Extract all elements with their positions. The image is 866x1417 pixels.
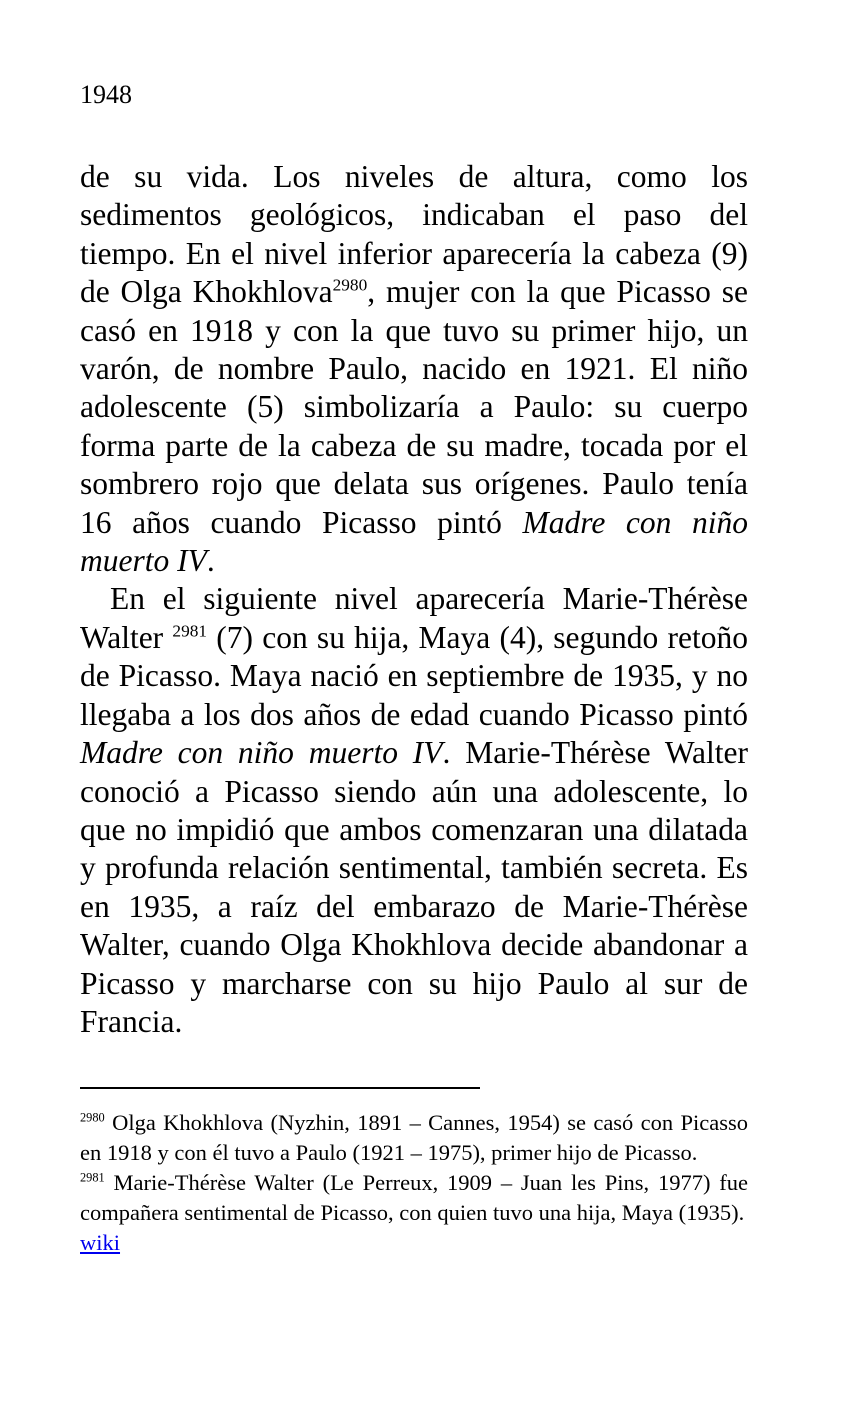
footnote-divider xyxy=(80,1087,480,1089)
footnote-number: 2981 xyxy=(80,1170,105,1185)
footnote-ref-2981: 2981 xyxy=(172,621,208,641)
footnote-2981 xyxy=(80,1168,748,1228)
paragraph-2-text-2: (7) con su hija, Maya (4), segundo retoño de Picasso. Maya nació en septiembre de 1935, y no llegaba a los dos años de edad cuando Picasso pintó xyxy=(80,619,748,732)
paragraph-1-text-3: . xyxy=(206,543,215,579)
footnote-text: Olga Khokhlova (Nyzhin, 1891 – Cannes, 1954) se casó con Picasso en 1918 y con él tuvo a Paulo (1921 – 1975), primer hijo de Picasso. xyxy=(80,1110,748,1165)
footnote-number: 2980 xyxy=(80,1110,105,1125)
artwork-title: Madre con niño muerto IV xyxy=(80,735,443,771)
body-text xyxy=(80,158,748,1041)
artwork-title: Madre con niño muerto IV xyxy=(80,504,748,579)
paragraph-1-text-2: , mujer con la que Picasso se casó en 1918 y con la que tuvo su primer hijo, un varón, de nombre Paulo, nacido en 1921. El niño adolescente (5) simbolizaría a Paulo: su cuerpo forma parte de la cabeza de su madre, tocada por el sombrero rojo que delata sus orígenes. Paulo tenía 16 años cuando Picasso pintó xyxy=(80,274,748,540)
wiki-link-line xyxy=(80,1228,748,1258)
page-number: 1948 xyxy=(80,80,132,109)
footnote-ref-2980: 2980 xyxy=(332,275,368,295)
paragraph-1 xyxy=(80,158,748,580)
paragraph-1-text-1: de su vida. Los niveles de altura, como los sedimentos geológicos, indicaban el paso del tiempo. En el nivel inferior aparecería la cabeza (9) de Olga Khokhlova xyxy=(80,159,748,310)
footnote-2980 xyxy=(80,1108,748,1168)
footnote-text: Marie-Thérèse Walter (Le Perreux, 1909 – Juan les Pins, 1977) fue compañera sentimental de Picasso, con quien tuvo una hija, Maya (1935). xyxy=(80,1170,748,1225)
paragraph-2 xyxy=(80,580,748,1041)
wiki-link[interactable]: wiki xyxy=(80,1230,121,1255)
footnotes xyxy=(80,1108,748,1258)
paragraph-2-text-3: . Marie-Thérèse Walter conoció a Picasso siendo aún una adolescente, lo que no impidió que ambos comenzaran una dilatada y profunda relación sentimental, también secreta. Es en 1935, a raíz del embarazo de Marie-Thérèse Walter, cuando Olga Khokhlova decide abandonar a Picasso y marcharse con su hijo Paulo al sur de Francia. xyxy=(80,735,748,1039)
paragraph-2-text-1: En el siguiente nivel aparecería Marie-Thérèse Walter xyxy=(80,581,748,655)
